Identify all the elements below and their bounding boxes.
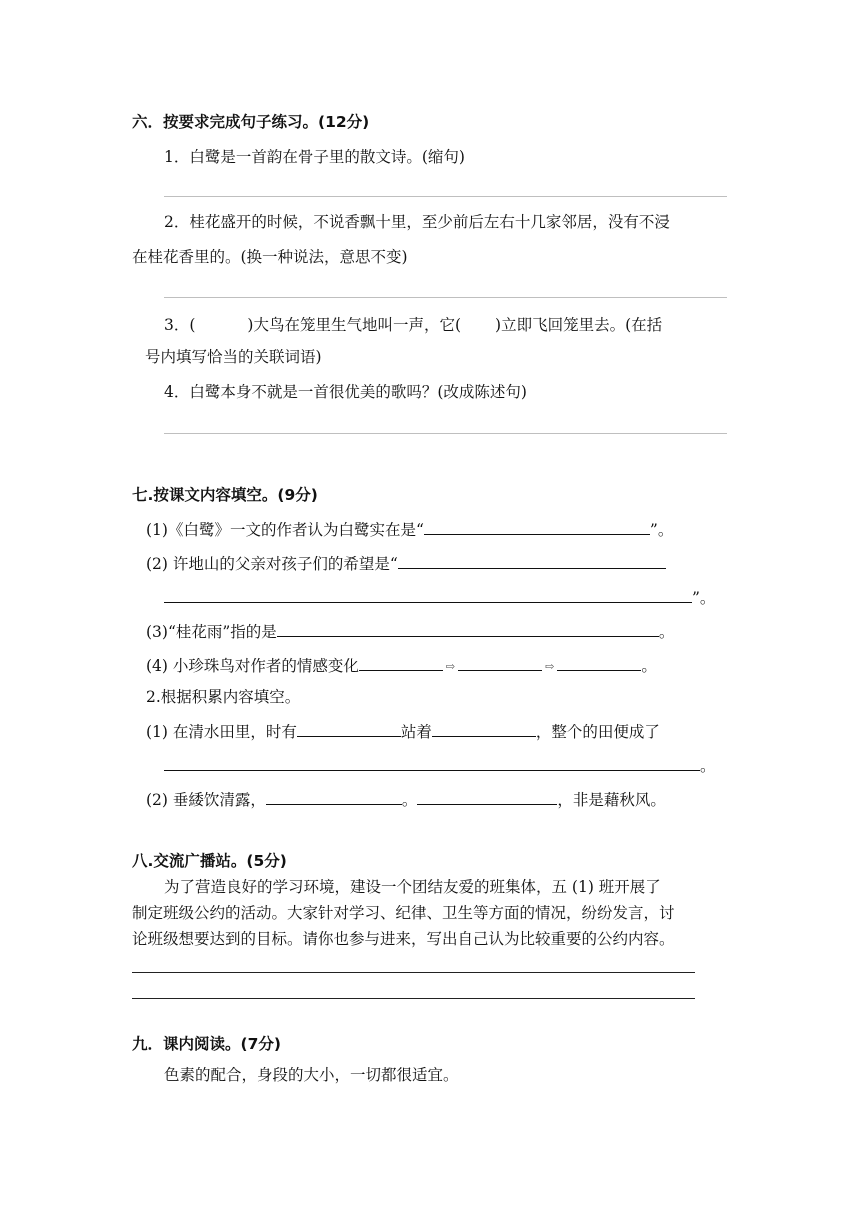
- fill-blank[interactable]: [266, 788, 402, 805]
- section7-q2: [146, 552, 666, 575]
- q5-suffix: ，整个的田便成了: [535, 723, 660, 741]
- section9-heading: 九．课内阅读。(7分): [132, 1035, 281, 1053]
- section7-sub2: 2.根据积累内容填空。: [146, 688, 301, 706]
- section8-heading: 八.交流广播站。(5分): [132, 852, 287, 870]
- q3-mid: )大鸟在笼里生气地叫一声，它(: [247, 316, 462, 334]
- q1-suffix: ”。: [649, 521, 674, 539]
- arrow-right-icon: ⇨: [445, 660, 456, 673]
- fill-blank[interactable]: [557, 654, 641, 671]
- q6-prefix: (2) 垂緌饮清露，: [146, 791, 266, 809]
- q4-suffix: 。: [641, 657, 657, 675]
- fill-blank[interactable]: [424, 518, 650, 535]
- q5-end: 。: [700, 757, 716, 775]
- section9-para-line1: 色素的配合，身段的大小，一切都很适宜。: [164, 1066, 459, 1084]
- q6-suffix: ，非是藉秋风。: [557, 791, 666, 809]
- fill-blank[interactable]: [417, 788, 557, 805]
- section7-heading: 七.按课文内容填空。(9分): [132, 486, 318, 504]
- section7-q5-cont: [164, 754, 716, 777]
- fill-blank[interactable]: [277, 620, 659, 637]
- fill-blank[interactable]: [432, 720, 536, 737]
- section6-q2-line1: 2．桂花盛开的时候，不说香飘十里，至少前后左右十几家邻居，没有不浸: [164, 213, 670, 231]
- q2-prefix: (2) 许地山的父亲对孩子们的希望是“: [146, 555, 398, 573]
- q3-suffix: 。: [658, 623, 675, 641]
- answer-line[interactable]: [132, 972, 695, 973]
- section6-q4: 4．白鹭本身不就是一首很优美的歌吗？(改成陈述句): [164, 383, 527, 401]
- answer-line[interactable]: [164, 297, 727, 298]
- fill-blank[interactable]: [297, 720, 401, 737]
- section7-q6: [146, 788, 666, 811]
- answer-line[interactable]: [164, 433, 727, 434]
- section7-q5: [146, 720, 660, 743]
- q3-prefix: 3．(: [164, 316, 196, 334]
- fill-blank[interactable]: [164, 754, 700, 771]
- section7-q4: [146, 654, 657, 678]
- section7-q3: [146, 620, 674, 643]
- section6-q3-line1: [164, 314, 662, 336]
- section6-heading: 六．按要求完成句子练习。(12分): [132, 113, 370, 131]
- answer-line[interactable]: [164, 196, 727, 197]
- q5-mid: 站着: [400, 723, 432, 741]
- section6-q1: 1．白鹭是一首韵在骨子里的散文诗。(缩句): [164, 148, 465, 166]
- section8-para-line1: 为了营造良好的学习环境，建设一个团结友爱的班集体，五 (1) 班开展了: [164, 878, 661, 896]
- q3-prefix: (3)“桂花雨”指的是: [146, 623, 277, 641]
- q6-mid: 。: [401, 791, 418, 809]
- section6-q3-line2: 号内填写恰当的关联词语): [145, 348, 322, 366]
- q1-prefix: (1)《白鹭》一文的作者认为白鹭实在是“: [146, 521, 424, 539]
- fill-blank[interactable]: [359, 654, 443, 671]
- q3-suffix: )立即飞回笼里去。(在括: [495, 316, 663, 334]
- answer-line[interactable]: [132, 998, 695, 999]
- fill-blank[interactable]: [458, 654, 542, 671]
- section8-para-line2: 制定班级公约的活动。大家针对学习、纪律、卫生等方面的情况，纷纷发言，讨: [132, 904, 675, 922]
- section6-q2-line2: 在桂花香里的。(换一种说法，意思不变): [132, 248, 408, 266]
- q5-prefix: (1) 在清水田里，时有: [146, 723, 297, 741]
- arrow-right-icon: ⇨: [545, 660, 555, 673]
- section7-q1: [146, 518, 673, 541]
- section7-q2-cont: [164, 586, 715, 609]
- q4-prefix: (4) 小珍珠鸟对作者的情感变化: [146, 657, 359, 675]
- q2-suffix: ”。: [692, 589, 716, 607]
- fill-blank[interactable]: [164, 586, 692, 603]
- fill-blank[interactable]: [398, 552, 666, 569]
- section8-para-line3: 论班级想要达到的目标。请你也参与进来，写出自己认为比较重要的公约内容。: [132, 930, 675, 948]
